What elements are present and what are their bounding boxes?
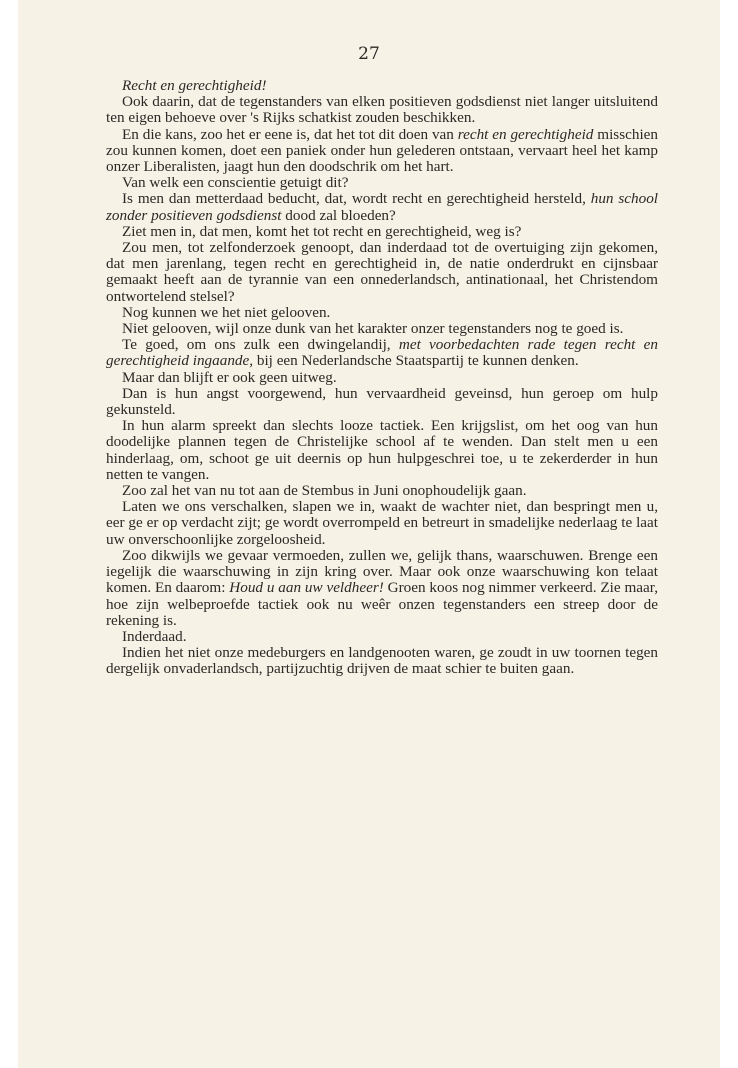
text-segment: Te goed, om ons zulk een dwingelandij, [122,336,399,354]
text-segment: Inderdaad. [122,627,187,645]
text-segment: Groen koos nog nimmer verkeerd. Zie maar, hoe zijn welbeproefde tactiek ook nu weêr onzen tegenstanders een streep door de rekening is. [106,579,658,629]
text-segment: Ook daarin, dat de tegenstanders van elken positieven godsdienst niet langer uitsluitend ten eigen behoeve over 's Rijks schatkist zouden beschikken. [106,93,658,127]
page-number: 27 [358,44,380,64]
text-segment: Zoo zal het van nu tot aan de Stembus in Juni onophoudelijk gaan. [122,482,527,500]
italic-text: met voorbedachten rade tegen recht en gerechtigheid ingaande, [106,336,658,370]
text-segment: Zoo dikwijls we gevaar vermoeden, zullen we, gelijk thans, waarschuwen. Brenge een iegelijk die waarschuwing in zijn kring over. Maar ook onze waarschuwing kon telaat komen. En daarom: [106,546,658,597]
paragraph [106,645,658,677]
text-segment: Nog kunnen we het niet gelooven. [122,303,331,321]
text-segment: Indien het niet onze medeburgers en landgenooten waren, ge zoudt in uw toornen tegen dergelijk onvaderlandsch, partijzuchtig drijven de maat schier te buiten gaan. [106,644,658,678]
text-segment: Niet gelooven, wijl onze dunk van het karakter onzer tegenstanders nog te goed is. [122,320,624,338]
paragraph [106,499,658,548]
paragraph [106,305,658,321]
text-segment: misschien zou kunnen komen, doet een paniek onder hun gelederen ontstaan, vervaart heel het kamp onzer Liberalisten, jaagt hun den doodschrik om het hart. [106,125,658,176]
paragraph [106,629,658,645]
paragraph [106,94,658,126]
paragraph [106,191,658,223]
paragraph [106,240,658,305]
text-segment: dood zal bloeden? [281,206,396,224]
italic-text: recht en gerechtigheid [457,125,594,143]
paragraph [106,175,658,191]
paragraph [106,483,658,499]
text-segment: In hun alarm spreekt dan slechts looze tactiek. Een krijgslist, om het oog van hun doodelijke plannen tegen de Christelijke school af te wenden. Dan stelt men u een hinderlaag, om, schoot ge uit deernis op hun hulpgeschrei toe, u te zekerderder in hun netten te vangen. [106,417,658,483]
text-segment: Dan is hun angst voorgewend, hun vervaardheid geveinsd, hun geroep om hulp gekunsteld. [106,384,658,419]
text-segment: Is men dan metterdaad beducht, dat, wordt recht en gerechtigheid hersteld, [122,190,591,208]
text-segment: Maar dan blijft er ook geen uitweg. [122,368,337,386]
paragraph [106,370,658,386]
text-segment: bij een Nederlandsche Staatspartij te kunnen denken. [253,352,579,370]
text-segment: Ziet men in, dat men, komt het tot recht en gerechtigheid, weg is? [122,222,522,240]
italic-text: Recht en gerechtigheid! [122,77,267,94]
page-text [106,78,658,678]
book-page [18,0,720,1068]
text-segment: Van welk een conscientie getuigt dit? [122,174,349,192]
paragraph [106,78,658,94]
paragraph [106,337,658,369]
paragraph [106,548,658,629]
paragraph [106,224,658,240]
italic-text: hun school zonder positieven godsdienst [106,190,659,224]
text-segment: Zou men, tot zelfonderzoek genoopt, dan inderdaad tot de overtuiging zijn gekomen, dat men jarenlang, tegen recht en gerechtigheid in, de natie onderdrukt en cijnsbaar gemaakt heeft aan de tyrannie van een onnederlandsch, antinationaal, het Christendom ontwortelend stelsel? [106,239,658,305]
text-segment: En die kans, zoo het er eene is, dat het tot dit doen van [122,125,458,143]
paragraph [106,386,658,418]
paragraph [106,127,658,176]
paragraph [106,321,658,337]
italic-text: Houd u aan uw veldheer! [229,579,384,597]
paragraph [106,418,658,483]
text-segment: Laten we ons verschalken, slapen we in, waakt de wachter niet, dan bespringt men u, eer ge er op verdacht zijt; ge wordt overrompeld en betreurt in smadelijke nederlaag te laat uw onverschoonlijke zorgeloosheid. [106,498,658,548]
